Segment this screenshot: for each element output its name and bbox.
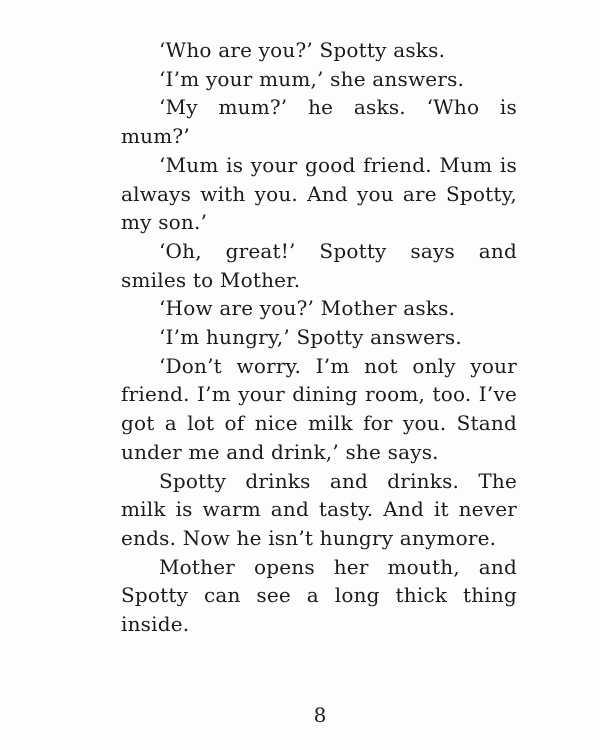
paragraph: ‘Oh, great!’ Spotty says and smiles to Mother. [121, 238, 517, 292]
paragraph: Mother opens her mouth, and Spotty can see a long thick thing inside. [121, 554, 517, 637]
paragraph: ‘I’m your mum,’ she answers. [159, 66, 465, 91]
page-number: 8 [313, 703, 327, 727]
paragraph: ‘My mum?’ he asks. ‘Who is mum?’ [121, 95, 517, 149]
paragraph: Spotty drinks and drinks. The milk is warm and tasty. And it never ends. Now he isn’t hungry anymore. [121, 468, 517, 550]
story-text [121, 36, 517, 639]
paragraph: ‘Who are you?’ Spotty asks. [159, 38, 446, 62]
paragraph: ‘I’m hungry,’ Spotty answers. [159, 325, 462, 350]
paragraph: ‘How are you?’ Mother asks. [159, 296, 456, 321]
paragraph: ‘Mum is your good friend. Mum is always with you. And you are Spotty, my son.’ [121, 152, 517, 235]
paragraph: ‘Don’t worry. I’m not only your friend. I’m your dining room, too. I’ve got a lot of nice milk for you. Stand under me and drink,’ she says. [121, 353, 517, 464]
